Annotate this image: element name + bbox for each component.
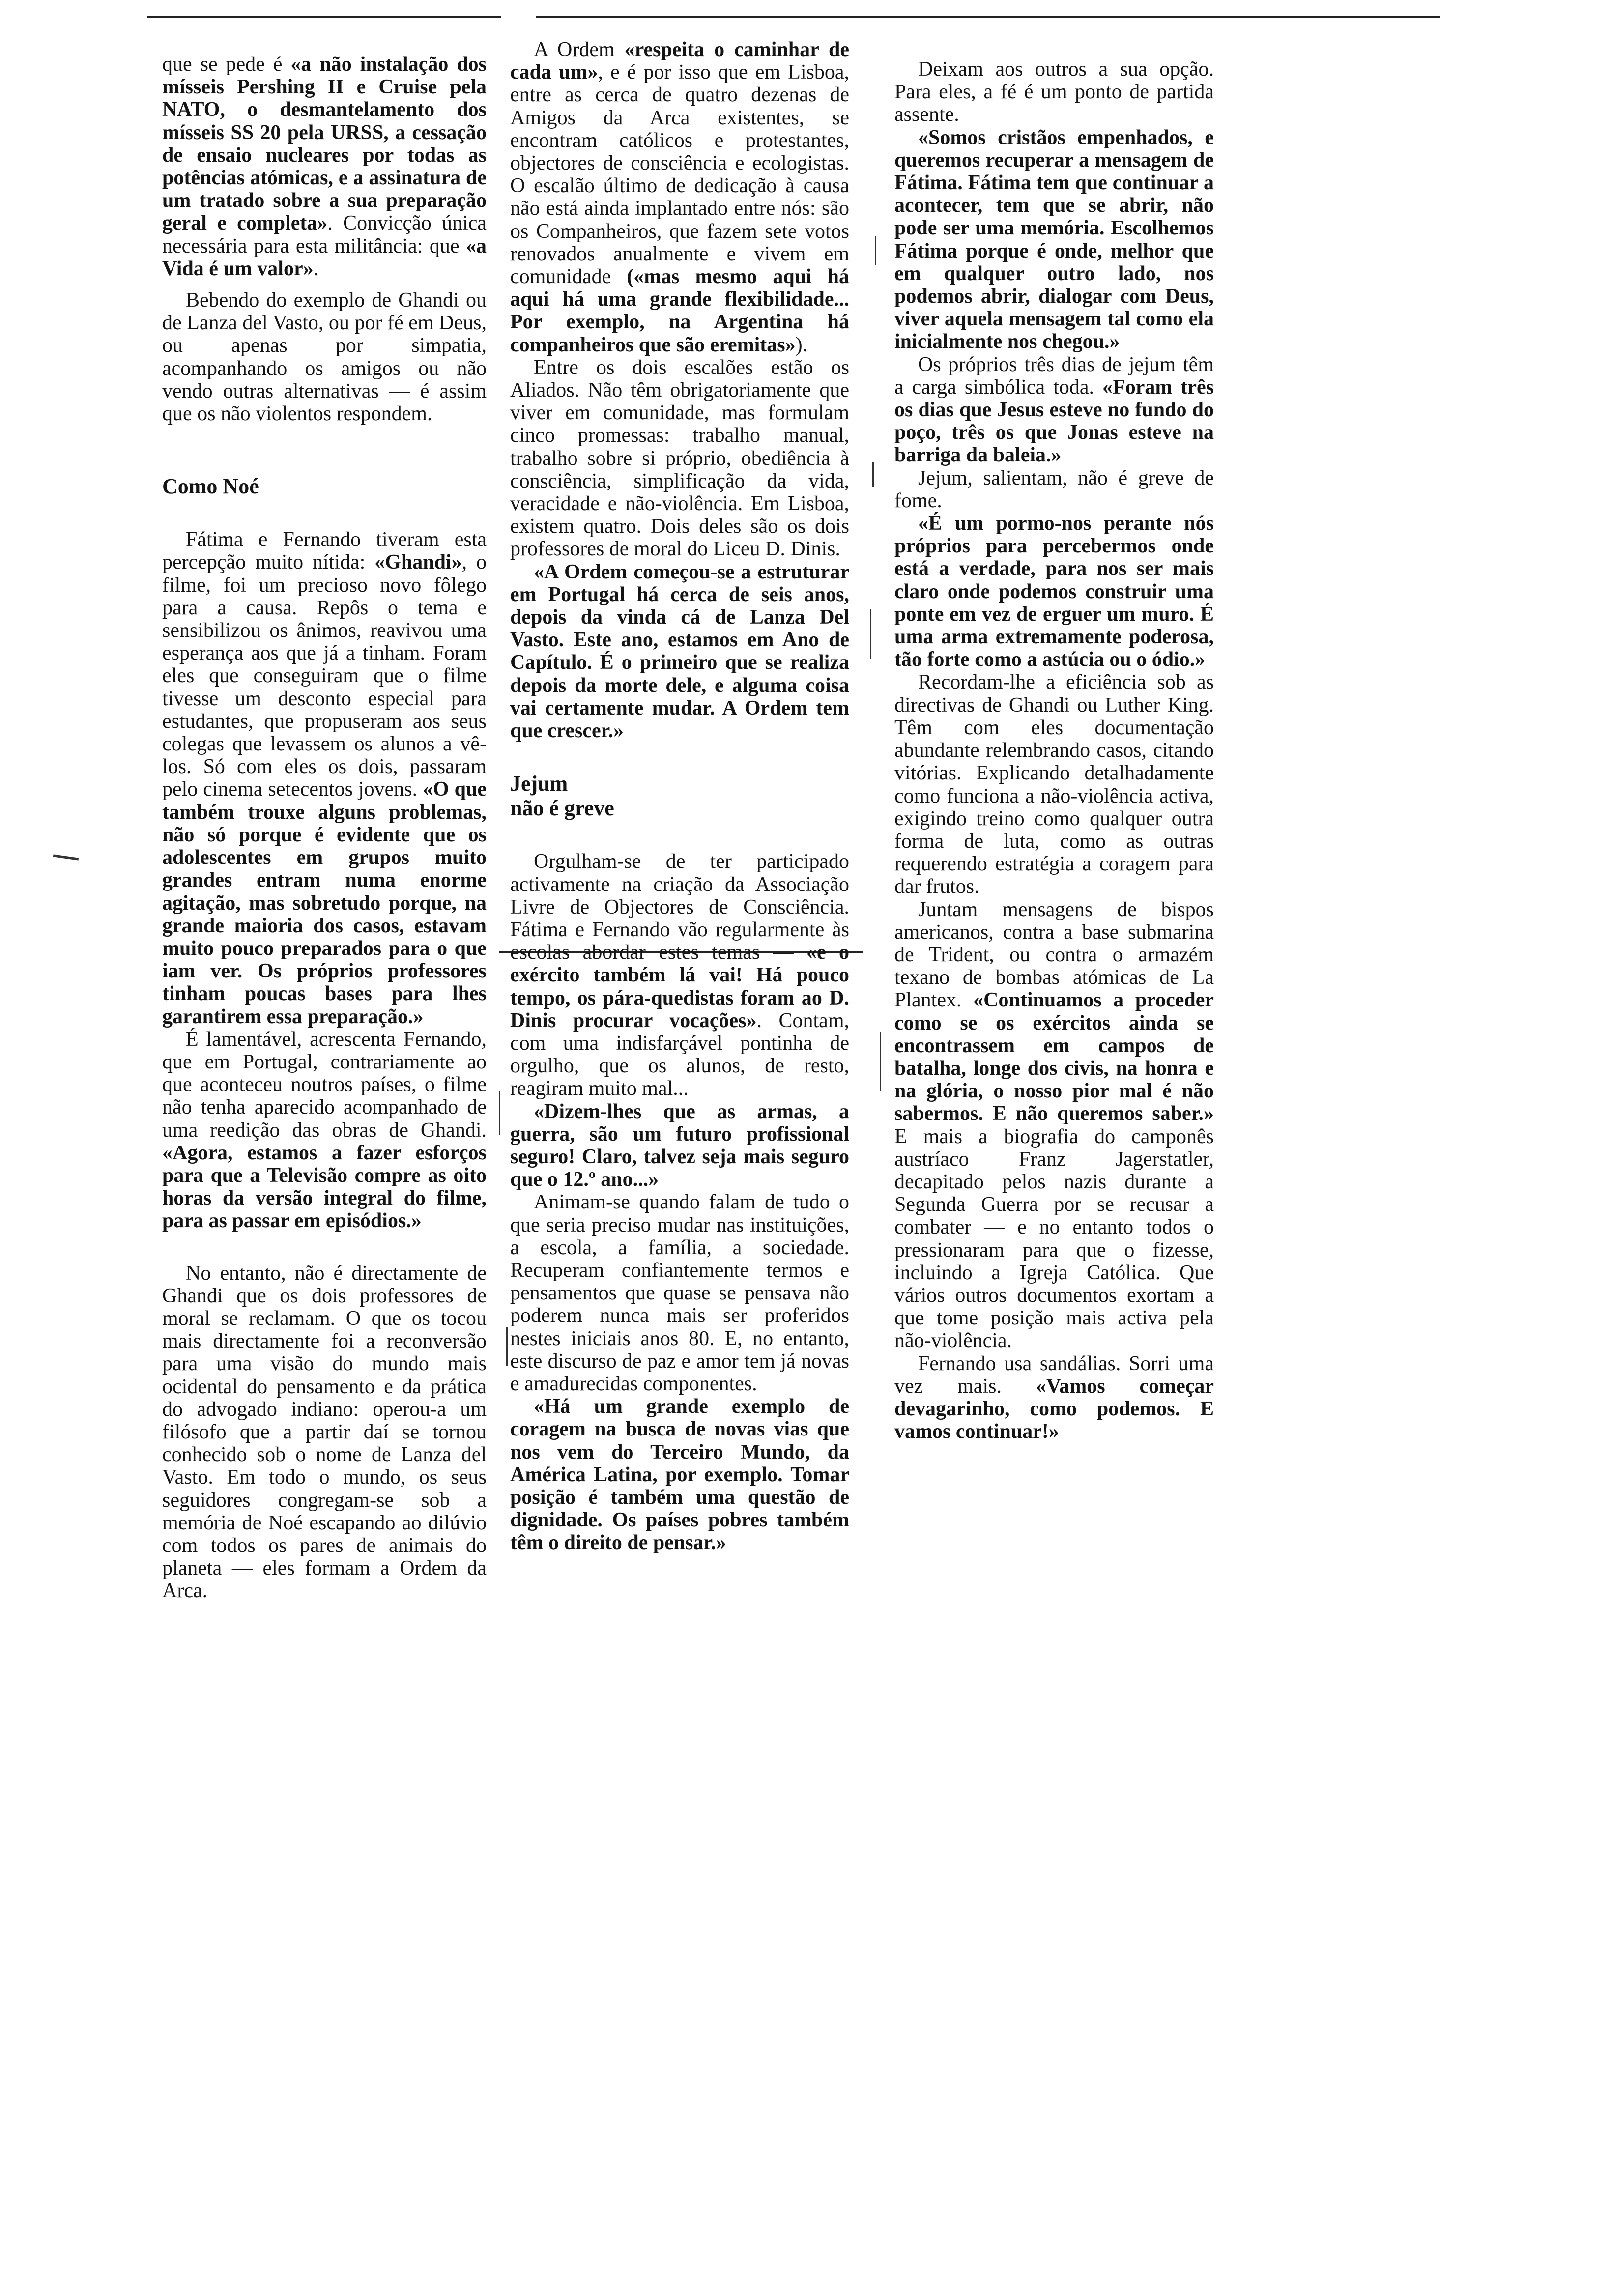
col2-paragraph-6: Animam-se quando falam de tudo o que seria preciso mudar nas instituições, a escola, a família, a sociedade. Recuperam confiantemente termos e pensamentos que quase se pensava não poderem nunca mais ser proferidos nestes iniciais anos 80. E, no entanto, este discurso de paz e amor tem já novas e amadurecidas componentes. [510, 1191, 849, 1395]
top-rule-left [147, 16, 501, 18]
gutter-mark-6 [506, 1327, 508, 1366]
section-heading-como-noe: Como Noé [162, 474, 259, 499]
col3-paragraph-4: Jejum, salientam, não é greve de fome. [894, 466, 1214, 512]
column-1 [162, 53, 487, 1603]
col3-paragraph-3: Os próprios três dias de jejum têm a carga simbólica toda. «Foram três os dias que Jesus esteve no fundo do poço, três os que Jonas esteve na barriga da baleia.» [894, 353, 1214, 467]
column-3 [894, 58, 1214, 1443]
col2-paragraph-7: «Há um grande exemplo de coragem na busca de novas vias que nos vem do Terceiro Mundo, da América Latina, por exemplo. Tomar posição é também uma questão de dignidade. Os países pobres também têm o direito de pensar.» [510, 1395, 849, 1554]
top-rule-right [536, 16, 1440, 18]
col2-paragraph-5: «Dizem-lhes que as armas, a guerra, são um futuro profissional seguro! Claro, talvez seja mais seguro que o 12.º ano...» [510, 1100, 849, 1191]
gutter-mark-3 [870, 609, 871, 659]
gutter-mark-4 [880, 1032, 881, 1091]
gutter-mark-5 [499, 1091, 500, 1135]
col2-paragraph-1: A Ordem «respeita o caminhar de cada um», e é por isso que em Lisboa, entre as cerca de quatro dezenas de Amigos da Arca existentes, se encontram católicos e protestantes, objectores de consciência e ecologistas. O escalão último de dedicação à causa não está ainda implantado entre nós: são os Companheiros, que fazem sete votos renovados anualmente e vivem em comunidade («mas mesmo aqui há aqui há uma grande flexibilidade... Por exemplo, na Argentina há companheiros que são eremitas»). [510, 38, 850, 356]
gutter-mark-2 [872, 462, 874, 487]
col2-paragraph-4: Orgulham-se de ter participado activamente na criação da Associação Livre de Objectores de Consciência. Fátima e Fernando vão regularmente às escolas abordar estes temas — «e o exército também lá vai! Há pouco tempo, os pára-quedistas foram ao D. Dinis procurar vocações». Contam, com uma indisfarçável pontinha de orgulho, que os alunos, de resto, reagiram muito mal... [510, 850, 849, 1100]
column-2 [510, 38, 849, 1554]
margin-mark [53, 854, 79, 860]
col3-paragraph-7: Juntam mensagens de bispos americanos, contra a base submarina de Trident, ou contra o armazém texano de bombas atómicas de La Plantex. «Continuamos a proceder como se os exércitos ainda se encontrassem em campos de batalha, longe dos civis, na honra e na glória, o nosso pior mal é não sabermos. E não queremos saber.» E mais a biografia do camponês austríaco Franz Jagerstatler, decapitado pelos nazis durante a Segunda Guerra por se recusar a combater — e no entanto todos o pressionaram para que o fizesse, incluindo a Igreja Católica. Que vários outros documentos exortam a que tome posição mais activa pela não-violência. [894, 898, 1214, 1352]
col3-paragraph-6: Recordam-lhe a eficiência sob as directivas de Ghandi ou Luther King. Têm com eles documentação abundante relembrando casos, citando vitórias. Explicando detalhadamente como funciona a não-violência activa, exigindo treino como qualquer outra forma de luta, como as outras requerendo estratégia a coragem para dar frutos. [894, 671, 1214, 898]
col2-paragraph-3: «A Ordem começou-se a estruturar em Portugal há cerca de seis anos, depois da vinda cá de Lanza Del Vasto. Este ano, estamos em Ano de Capítulo. É o primeiro que se realiza depois da morte dele, e alguma coisa vai certamente mudar. A Ordem tem que crescer.» [510, 560, 849, 743]
section-heading-jejum: Jejum não é greve [510, 772, 614, 821]
col1-paragraph-2: Bebendo do exemplo de Ghandi ou de Lanza del Vasto, ou por fé em Deus, ou apenas por simpatia, acompanhando os amigos ou não vendo outras alternativas — é assim que os não violentos respondem. [162, 289, 487, 426]
col3-paragraph-2: «Somos cristãos empenhados, e queremos recuperar a mensagem de Fátima. Fátima tem que continuar a acontecer, tem que se abrir, não pode ser uma memória. Escolhemos Fátima porque é onde, melhor que em qualquer outro lado, nos podemos abrir, dialogar com Deus, viver aquela mensagem tal como ela inicialmente nos chegou.» [894, 126, 1214, 353]
col1-paragraph-5: No entanto, não é directamente de Ghandi que os dois professores de moral se reclamam. O que os tocou mais directamente foi a reconversão para uma visão do mundo mais ocidental do pensamento e da prática do advogado indiano: operou-a um filósofo que a partir daí se tornou conhecido sob o nome de Lanza del Vasto. Em todo o mundo, os seus seguidores congregam-se sob a memória de Noé escapando ao dilúvio com todos os pares de animais do planeta — eles formam a Ordem da Arca. [162, 1262, 487, 1603]
col1-paragraph-4: É lamentável, acrescenta Fernando, que em Portugal, contrariamente ao que aconteceu noutros países, o filme não tenha aparecido acompanhado de uma reedição das obras de Ghandi. «Agora, estamos a fazer esforços para que a Televisão compre as oito horas da versão integral do filme, para as passar em episódios.» [162, 1028, 487, 1233]
col2-paragraph-2: Entre os dois escalões estão os Aliados. Não têm obrigatoriamente que viver em comunidade, mas formulam cinco promessas: trabalho manual, trabalho sobre si próprio, obediência à consciência, simplificação da vida, veracidade e não-violência. Em Lisboa, existem quatro. Dois deles são os dois professores de moral do Liceu D. Dinis. [510, 356, 849, 561]
gutter-mark-1 [875, 236, 876, 265]
col1-paragraph-3: Fátima e Fernando tiveram esta percepção muito nítida: «Ghandi», o filme, foi um precioso novo fôlego para a causa. Repôs o tema e sensibilizou os ânimos, reavivou uma esperança aos que já a tinham. Foram eles que conseguiram que o filme tivesse um desconto especial para estudantes, que propuseram aos seus colegas que levassem os alunos a vê-los. Só com eles os dois, passaram pelo cinema setecentos jovens. «O que também trouxe alguns problemas, não só porque é evidente que os adolescentes em grupos muito grandes entram numa enorme agitação, mas sobretudo porque, na grande maioria dos casos, estavam muito pouco preparados para o que iam ver. Os próprios professores tinham poucas bases para lhes garantirem essa preparação.» [162, 528, 487, 1028]
col3-paragraph-1: Deixam aos outros a sua opção. Para eles, a fé é um ponto de partida assente. [894, 58, 1214, 126]
col1-paragraph-1: que se pede é «a não instalação dos mísseis Pershing II e Cruise pela NATO, o desmantelamento dos mísseis SS 20 pela URSS, a cessação de ensaio nucleares por todas as potências atómicas, e a assinatura de um tratado sobre a sua preparação geral e completa». Convicção única necessária para esta militância: que «a Vida é um valor». [162, 53, 487, 280]
col3-paragraph-8: Fernando usa sandálias. Sorri uma vez mais. «Vamos começar devagarinho, como podemos. E vamos continuar!» [894, 1352, 1214, 1443]
col3-paragraph-5: «É um pormo-nos perante nós próprios para percebermos onde está a verdade, para nos ser mais claro onde podemos construir uma ponte em vez de erguer um muro. É uma arma extremamente poderosa, tão forte como a astúcia ou o ódio.» [894, 512, 1214, 671]
